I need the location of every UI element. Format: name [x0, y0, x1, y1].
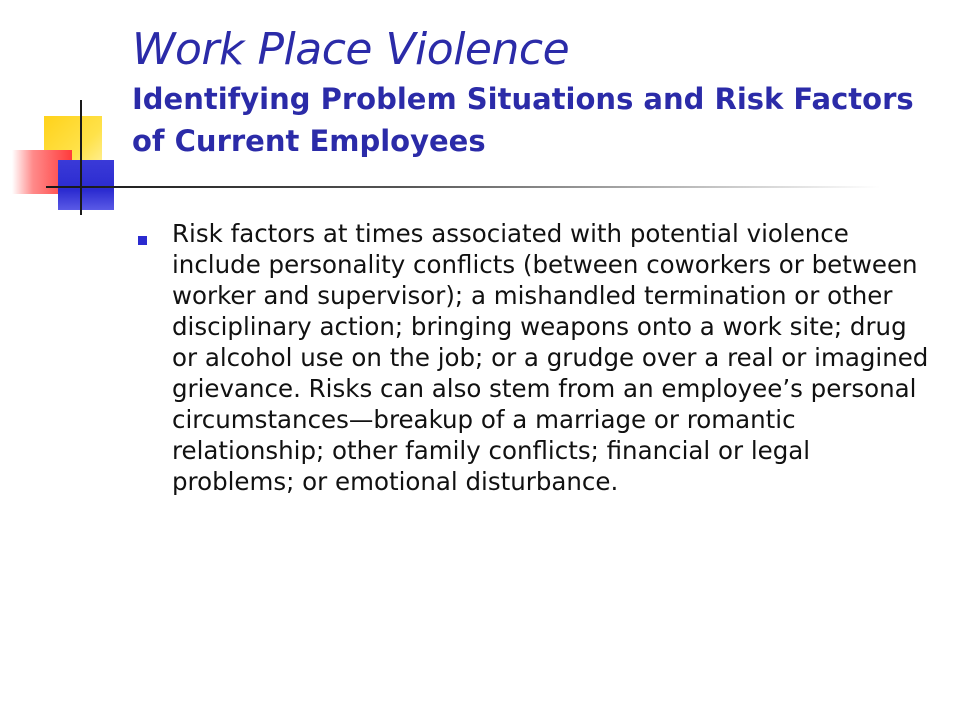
blue-square-shape [58, 160, 114, 210]
vertical-line-shape [80, 100, 82, 215]
slide-body [132, 218, 932, 497]
title-block [132, 22, 932, 162]
bullet-text: Risk factors at times associated with potential violence include personality conflicts (between coworkers or between worker and supervisor); a mishandled termination or other disciplinary action; bringing weapons onto a work site; drug or alcohol use on the job; or a grudge over a real or imagined grievance. Risks can also stem from an employee’s personal circumstances—breakup of a marriage or romantic relationship; other family conflicts; financial or legal problems; or emotional disturbance. [172, 219, 929, 496]
slide-subtitle: Identifying Problem Situations and Risk Factors of Current Employees [132, 82, 914, 158]
overlapping-squares-logo-icon [0, 0, 140, 230]
slide-title: Work Place Violence [132, 24, 570, 75]
title-divider [80, 186, 880, 188]
bullet-item [132, 218, 932, 497]
square-bullet-icon [138, 236, 147, 245]
